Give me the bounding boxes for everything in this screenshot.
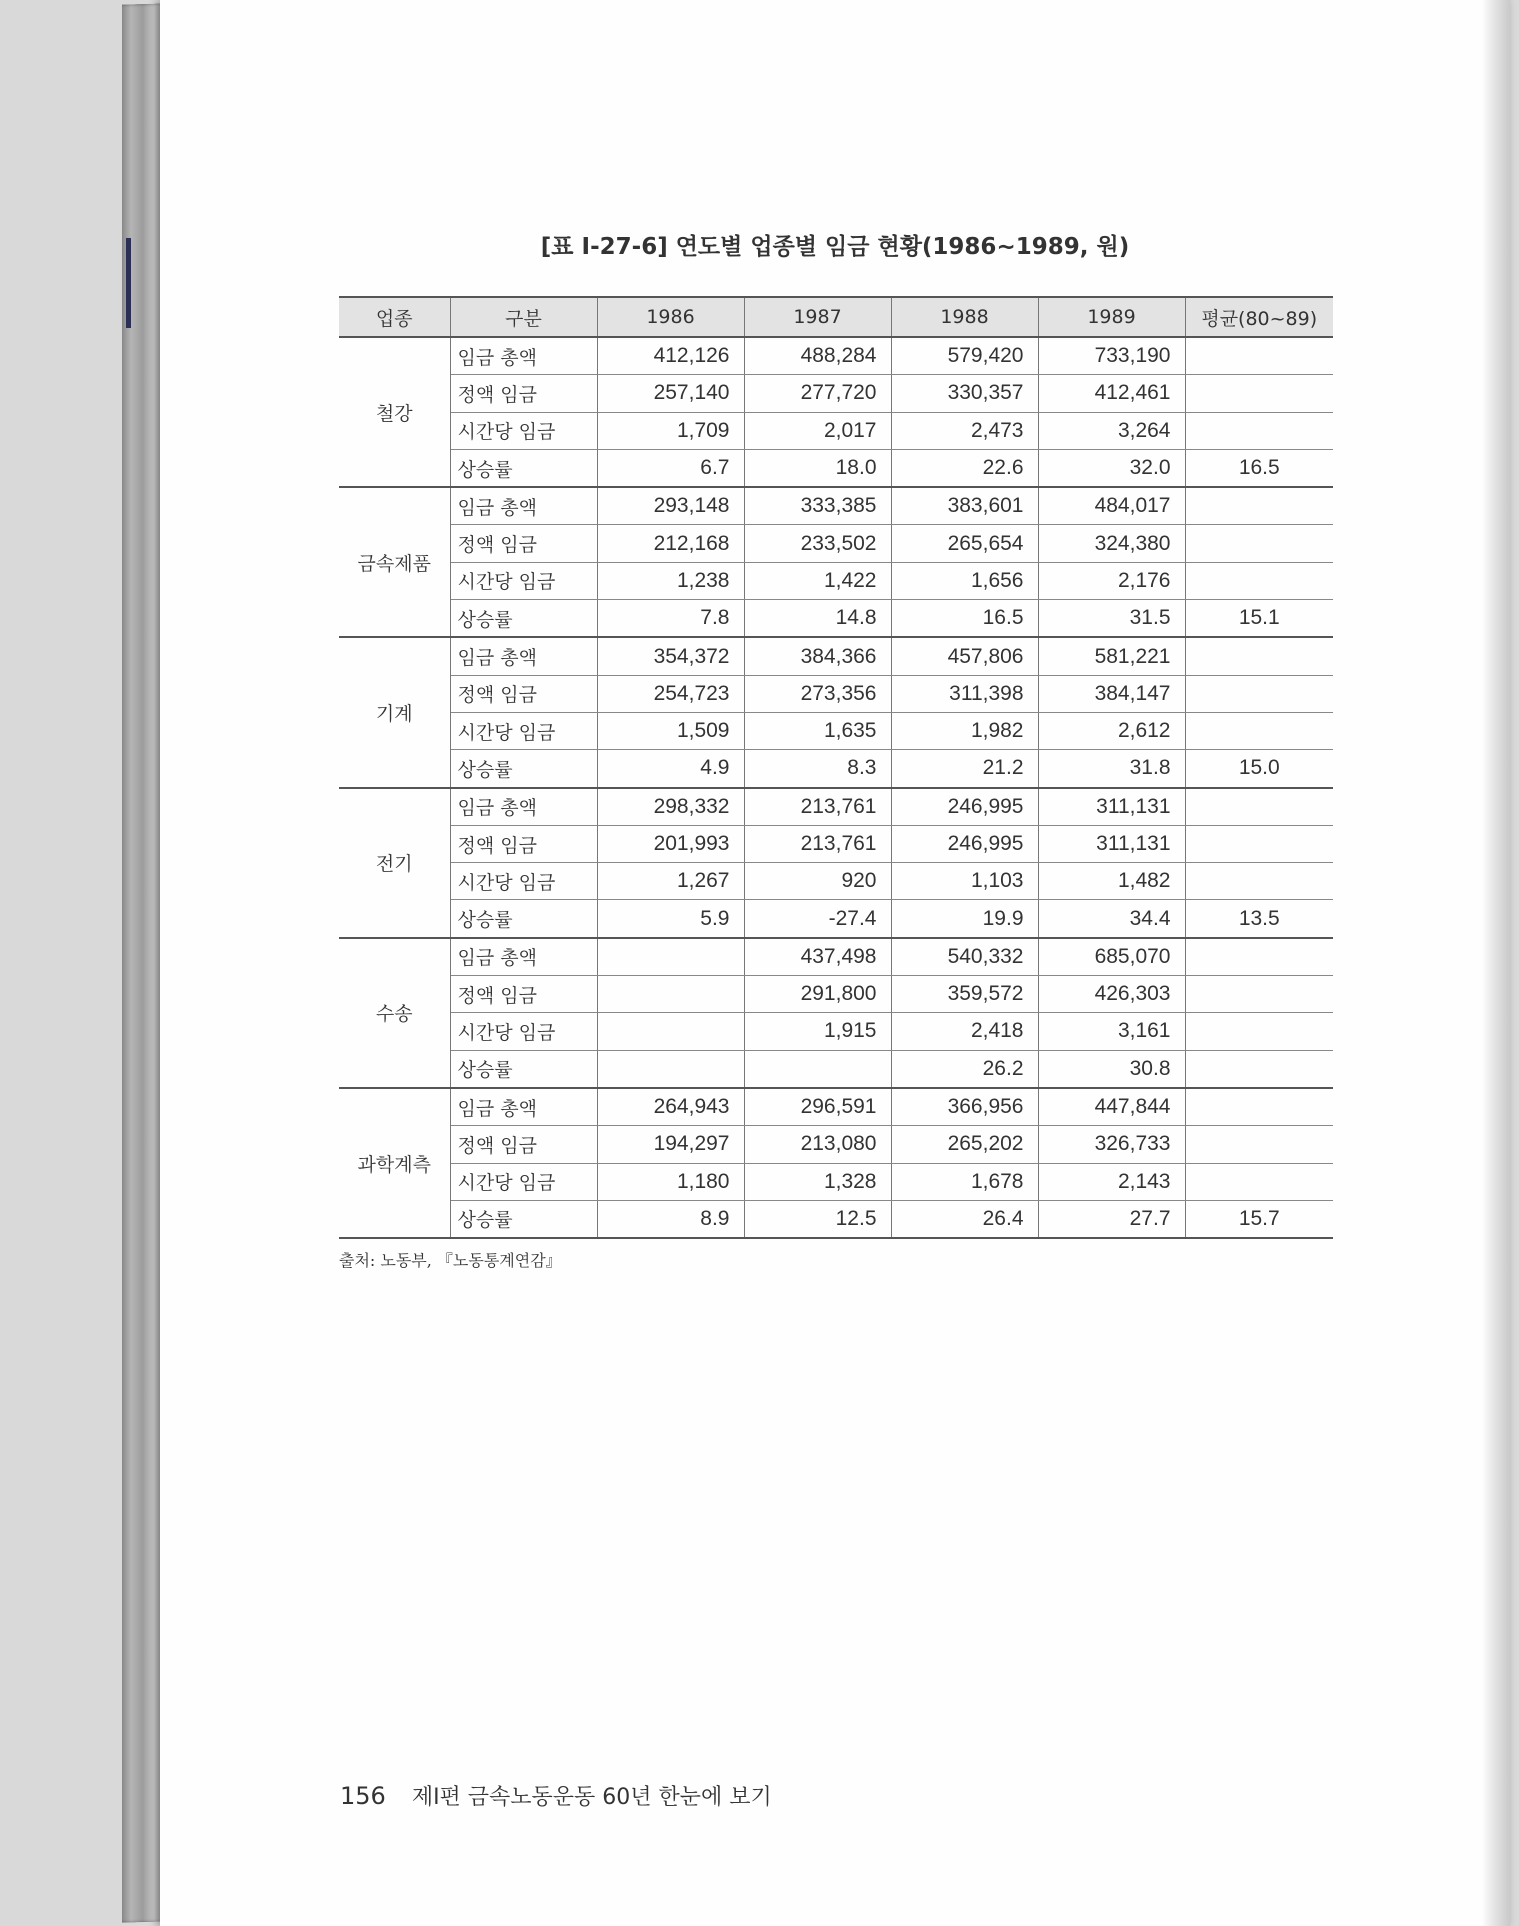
- header-1989: 1989: [1038, 297, 1185, 337]
- value-1986-cell: 201,993: [597, 825, 744, 862]
- header-1987: 1987: [744, 297, 891, 337]
- value-1987-cell: 213,761: [744, 788, 891, 826]
- value-1988-cell: 246,995: [891, 825, 1038, 862]
- value-1988-cell: 457,806: [891, 637, 1038, 675]
- value-1986-cell: 264,943: [597, 1088, 744, 1126]
- value-1986-cell: [597, 938, 744, 976]
- value-average-cell: [1185, 938, 1333, 976]
- table-row: [339, 750, 1333, 788]
- table-row: [339, 675, 1333, 712]
- value-average-cell: [1185, 976, 1333, 1013]
- value-1989-cell: 3,264: [1038, 412, 1185, 449]
- category-cell: 임금 총액: [450, 788, 597, 826]
- category-cell: 시간당 임금: [450, 562, 597, 599]
- header-1988: 1988: [891, 297, 1038, 337]
- table-row: [339, 1013, 1333, 1050]
- value-1986-cell: 7.8: [597, 600, 744, 638]
- category-cell: 상승률: [450, 449, 597, 487]
- value-1986-cell: 212,168: [597, 525, 744, 562]
- category-cell: 시간당 임금: [450, 863, 597, 900]
- value-1987-cell: 12.5: [744, 1200, 891, 1238]
- value-1989-cell: 311,131: [1038, 825, 1185, 862]
- value-average-cell: [1185, 412, 1333, 449]
- value-average-cell: [1185, 1013, 1333, 1050]
- value-1988-cell: 383,601: [891, 487, 1038, 525]
- category-cell: 시간당 임금: [450, 412, 597, 449]
- value-average-cell: [1185, 525, 1333, 562]
- value-1989-cell: 384,147: [1038, 675, 1185, 712]
- value-1987-cell: 2,017: [744, 412, 891, 449]
- category-cell: 정액 임금: [450, 525, 597, 562]
- industry-cell: 전기: [339, 788, 450, 938]
- header-category: 구분: [450, 297, 597, 337]
- value-1986-cell: 354,372: [597, 637, 744, 675]
- value-1989-cell: 2,176: [1038, 562, 1185, 599]
- book-page: [160, 0, 1510, 1926]
- value-average-cell: 16.5: [1185, 449, 1333, 487]
- value-average-cell: 13.5: [1185, 900, 1333, 938]
- table-body: [339, 337, 1333, 1238]
- value-1989-cell: 31.8: [1038, 750, 1185, 788]
- category-cell: 정액 임금: [450, 825, 597, 862]
- value-average-cell: [1185, 375, 1333, 412]
- value-1988-cell: 26.2: [891, 1050, 1038, 1088]
- value-1988-cell: 26.4: [891, 1200, 1038, 1238]
- category-cell: 상승률: [450, 1050, 597, 1088]
- value-1988-cell: 265,654: [891, 525, 1038, 562]
- category-cell: 상승률: [450, 750, 597, 788]
- value-1989-cell: 2,143: [1038, 1163, 1185, 1200]
- value-average-cell: [1185, 675, 1333, 712]
- page-footer: [340, 1780, 772, 1811]
- value-1988-cell: 246,995: [891, 788, 1038, 826]
- value-1987-cell: 1,915: [744, 1013, 891, 1050]
- value-1987-cell: 233,502: [744, 525, 891, 562]
- category-cell: 임금 총액: [450, 337, 597, 375]
- industry-cell: 금속제품: [339, 487, 450, 637]
- header-1986: 1986: [597, 297, 744, 337]
- table-row: [339, 1200, 1333, 1238]
- value-1989-cell: 27.7: [1038, 1200, 1185, 1238]
- table-row: [339, 938, 1333, 976]
- value-1987-cell: 8.3: [744, 750, 891, 788]
- value-average-cell: [1185, 788, 1333, 826]
- value-1989-cell: 412,461: [1038, 375, 1185, 412]
- value-average-cell: [1185, 337, 1333, 375]
- value-1987-cell: 488,284: [744, 337, 891, 375]
- value-1987-cell: 291,800: [744, 976, 891, 1013]
- value-1987-cell: 920: [744, 863, 891, 900]
- industry-cell: 수송: [339, 938, 450, 1088]
- value-1986-cell: 298,332: [597, 788, 744, 826]
- table-row: [339, 976, 1333, 1013]
- value-1986-cell: 1,709: [597, 412, 744, 449]
- value-1988-cell: 265,202: [891, 1126, 1038, 1163]
- value-average-cell: [1185, 1088, 1333, 1126]
- table-row: [339, 375, 1333, 412]
- value-1987-cell: 437,498: [744, 938, 891, 976]
- industry-cell: 과학계측: [339, 1088, 450, 1238]
- category-cell: 정액 임금: [450, 375, 597, 412]
- category-cell: 상승률: [450, 1200, 597, 1238]
- value-1988-cell: 579,420: [891, 337, 1038, 375]
- industry-cell: 철강: [339, 337, 450, 487]
- table-row: [339, 449, 1333, 487]
- value-1986-cell: 5.9: [597, 900, 744, 938]
- value-average-cell: [1185, 863, 1333, 900]
- value-1989-cell: 34.4: [1038, 900, 1185, 938]
- value-1989-cell: 581,221: [1038, 637, 1185, 675]
- category-cell: 상승률: [450, 900, 597, 938]
- table-row: [339, 825, 1333, 862]
- value-1986-cell: [597, 1013, 744, 1050]
- value-average-cell: [1185, 637, 1333, 675]
- value-average-cell: 15.1: [1185, 600, 1333, 638]
- value-1986-cell: 1,238: [597, 562, 744, 599]
- table-row: [339, 900, 1333, 938]
- table-row: [339, 1050, 1333, 1088]
- value-average-cell: [1185, 487, 1333, 525]
- value-1987-cell: 1,422: [744, 562, 891, 599]
- value-1989-cell: 32.0: [1038, 449, 1185, 487]
- category-cell: 시간당 임금: [450, 1013, 597, 1050]
- table-row: [339, 337, 1333, 375]
- value-1986-cell: 4.9: [597, 750, 744, 788]
- table-row: [339, 412, 1333, 449]
- table-header-row: [339, 297, 1333, 337]
- header-average: 평균(80~89): [1185, 297, 1333, 337]
- value-1988-cell: 366,956: [891, 1088, 1038, 1126]
- value-1989-cell: 2,612: [1038, 712, 1185, 749]
- value-1987-cell: 14.8: [744, 600, 891, 638]
- industry-cell: 기계: [339, 637, 450, 787]
- table-row: [339, 712, 1333, 749]
- value-1988-cell: 1,982: [891, 712, 1038, 749]
- value-1987-cell: -27.4: [744, 900, 891, 938]
- wage-table: [339, 296, 1333, 1239]
- value-1987-cell: 18.0: [744, 449, 891, 487]
- value-1989-cell: 447,844: [1038, 1088, 1185, 1126]
- value-1988-cell: 540,332: [891, 938, 1038, 976]
- table-row: [339, 637, 1333, 675]
- category-cell: 시간당 임금: [450, 712, 597, 749]
- table-row: [339, 1088, 1333, 1126]
- category-cell: 정액 임금: [450, 976, 597, 1013]
- value-average-cell: [1185, 825, 1333, 862]
- value-1988-cell: 330,357: [891, 375, 1038, 412]
- value-1989-cell: 426,303: [1038, 976, 1185, 1013]
- value-1989-cell: 3,161: [1038, 1013, 1185, 1050]
- category-cell: 상승률: [450, 600, 597, 638]
- table-title: [표 Ⅰ-27-6] 연도별 업종별 임금 현황(1986~1989, 원): [540, 234, 1130, 260]
- value-average-cell: [1185, 1126, 1333, 1163]
- value-1986-cell: 1,509: [597, 712, 744, 749]
- value-1987-cell: 296,591: [744, 1088, 891, 1126]
- value-1987-cell: 213,761: [744, 825, 891, 862]
- value-1987-cell: 213,080: [744, 1126, 891, 1163]
- page-curl-shadow: [1482, 0, 1510, 1926]
- category-cell: 시간당 임금: [450, 1163, 597, 1200]
- category-cell: 정액 임금: [450, 675, 597, 712]
- category-cell: 임금 총액: [450, 637, 597, 675]
- value-1986-cell: 1,180: [597, 1163, 744, 1200]
- value-1986-cell: 412,126: [597, 337, 744, 375]
- value-1986-cell: 293,148: [597, 487, 744, 525]
- table-row: [339, 1126, 1333, 1163]
- value-1986-cell: 1,267: [597, 863, 744, 900]
- value-1988-cell: 16.5: [891, 600, 1038, 638]
- value-1988-cell: 359,572: [891, 976, 1038, 1013]
- value-1988-cell: 2,473: [891, 412, 1038, 449]
- value-1989-cell: 685,070: [1038, 938, 1185, 976]
- value-1987-cell: 333,385: [744, 487, 891, 525]
- value-1986-cell: 6.7: [597, 449, 744, 487]
- value-1988-cell: 22.6: [891, 449, 1038, 487]
- value-1987-cell: 1,635: [744, 712, 891, 749]
- value-1986-cell: 8.9: [597, 1200, 744, 1238]
- value-average-cell: 15.0: [1185, 750, 1333, 788]
- header-industry: 업종: [339, 297, 450, 337]
- value-1988-cell: 311,398: [891, 675, 1038, 712]
- value-1989-cell: 484,017: [1038, 487, 1185, 525]
- table-row: [339, 600, 1333, 638]
- value-1989-cell: 324,380: [1038, 525, 1185, 562]
- value-1986-cell: [597, 976, 744, 1013]
- value-1987-cell: [744, 1050, 891, 1088]
- value-1988-cell: 1,678: [891, 1163, 1038, 1200]
- category-cell: 정액 임금: [450, 1126, 597, 1163]
- value-1988-cell: 21.2: [891, 750, 1038, 788]
- value-1987-cell: 1,328: [744, 1163, 891, 1200]
- value-1988-cell: 1,656: [891, 562, 1038, 599]
- table-row: [339, 863, 1333, 900]
- value-average-cell: [1185, 1050, 1333, 1088]
- category-cell: 임금 총액: [450, 938, 597, 976]
- value-1987-cell: 273,356: [744, 675, 891, 712]
- table-row: [339, 525, 1333, 562]
- running-title: 제Ⅰ편 금속노동운동 60년 한눈에 보기: [411, 1785, 772, 1810]
- value-1988-cell: 1,103: [891, 863, 1038, 900]
- table-row: [339, 487, 1333, 525]
- value-1987-cell: 277,720: [744, 375, 891, 412]
- category-cell: 임금 총액: [450, 1088, 597, 1126]
- value-average-cell: [1185, 712, 1333, 749]
- value-1989-cell: 30.8: [1038, 1050, 1185, 1088]
- source-note: 출처: 노동부, 『노동통계연감』: [339, 1251, 562, 1270]
- table-row: [339, 1163, 1333, 1200]
- value-1989-cell: 326,733: [1038, 1126, 1185, 1163]
- value-1988-cell: 19.9: [891, 900, 1038, 938]
- value-1986-cell: 194,297: [597, 1126, 744, 1163]
- category-cell: 임금 총액: [450, 487, 597, 525]
- bookmark-ribbon: [126, 238, 131, 328]
- value-average-cell: [1185, 1163, 1333, 1200]
- value-1989-cell: 311,131: [1038, 788, 1185, 826]
- value-1989-cell: 31.5: [1038, 600, 1185, 638]
- page-number: 156: [340, 1782, 386, 1810]
- value-1989-cell: 733,190: [1038, 337, 1185, 375]
- table-row: [339, 562, 1333, 599]
- value-1988-cell: 2,418: [891, 1013, 1038, 1050]
- value-1986-cell: 257,140: [597, 375, 744, 412]
- value-1986-cell: [597, 1050, 744, 1088]
- value-1986-cell: 254,723: [597, 675, 744, 712]
- value-1989-cell: 1,482: [1038, 863, 1185, 900]
- table-row: [339, 788, 1333, 826]
- value-1987-cell: 384,366: [744, 637, 891, 675]
- value-average-cell: 15.7: [1185, 1200, 1333, 1238]
- value-average-cell: [1185, 562, 1333, 599]
